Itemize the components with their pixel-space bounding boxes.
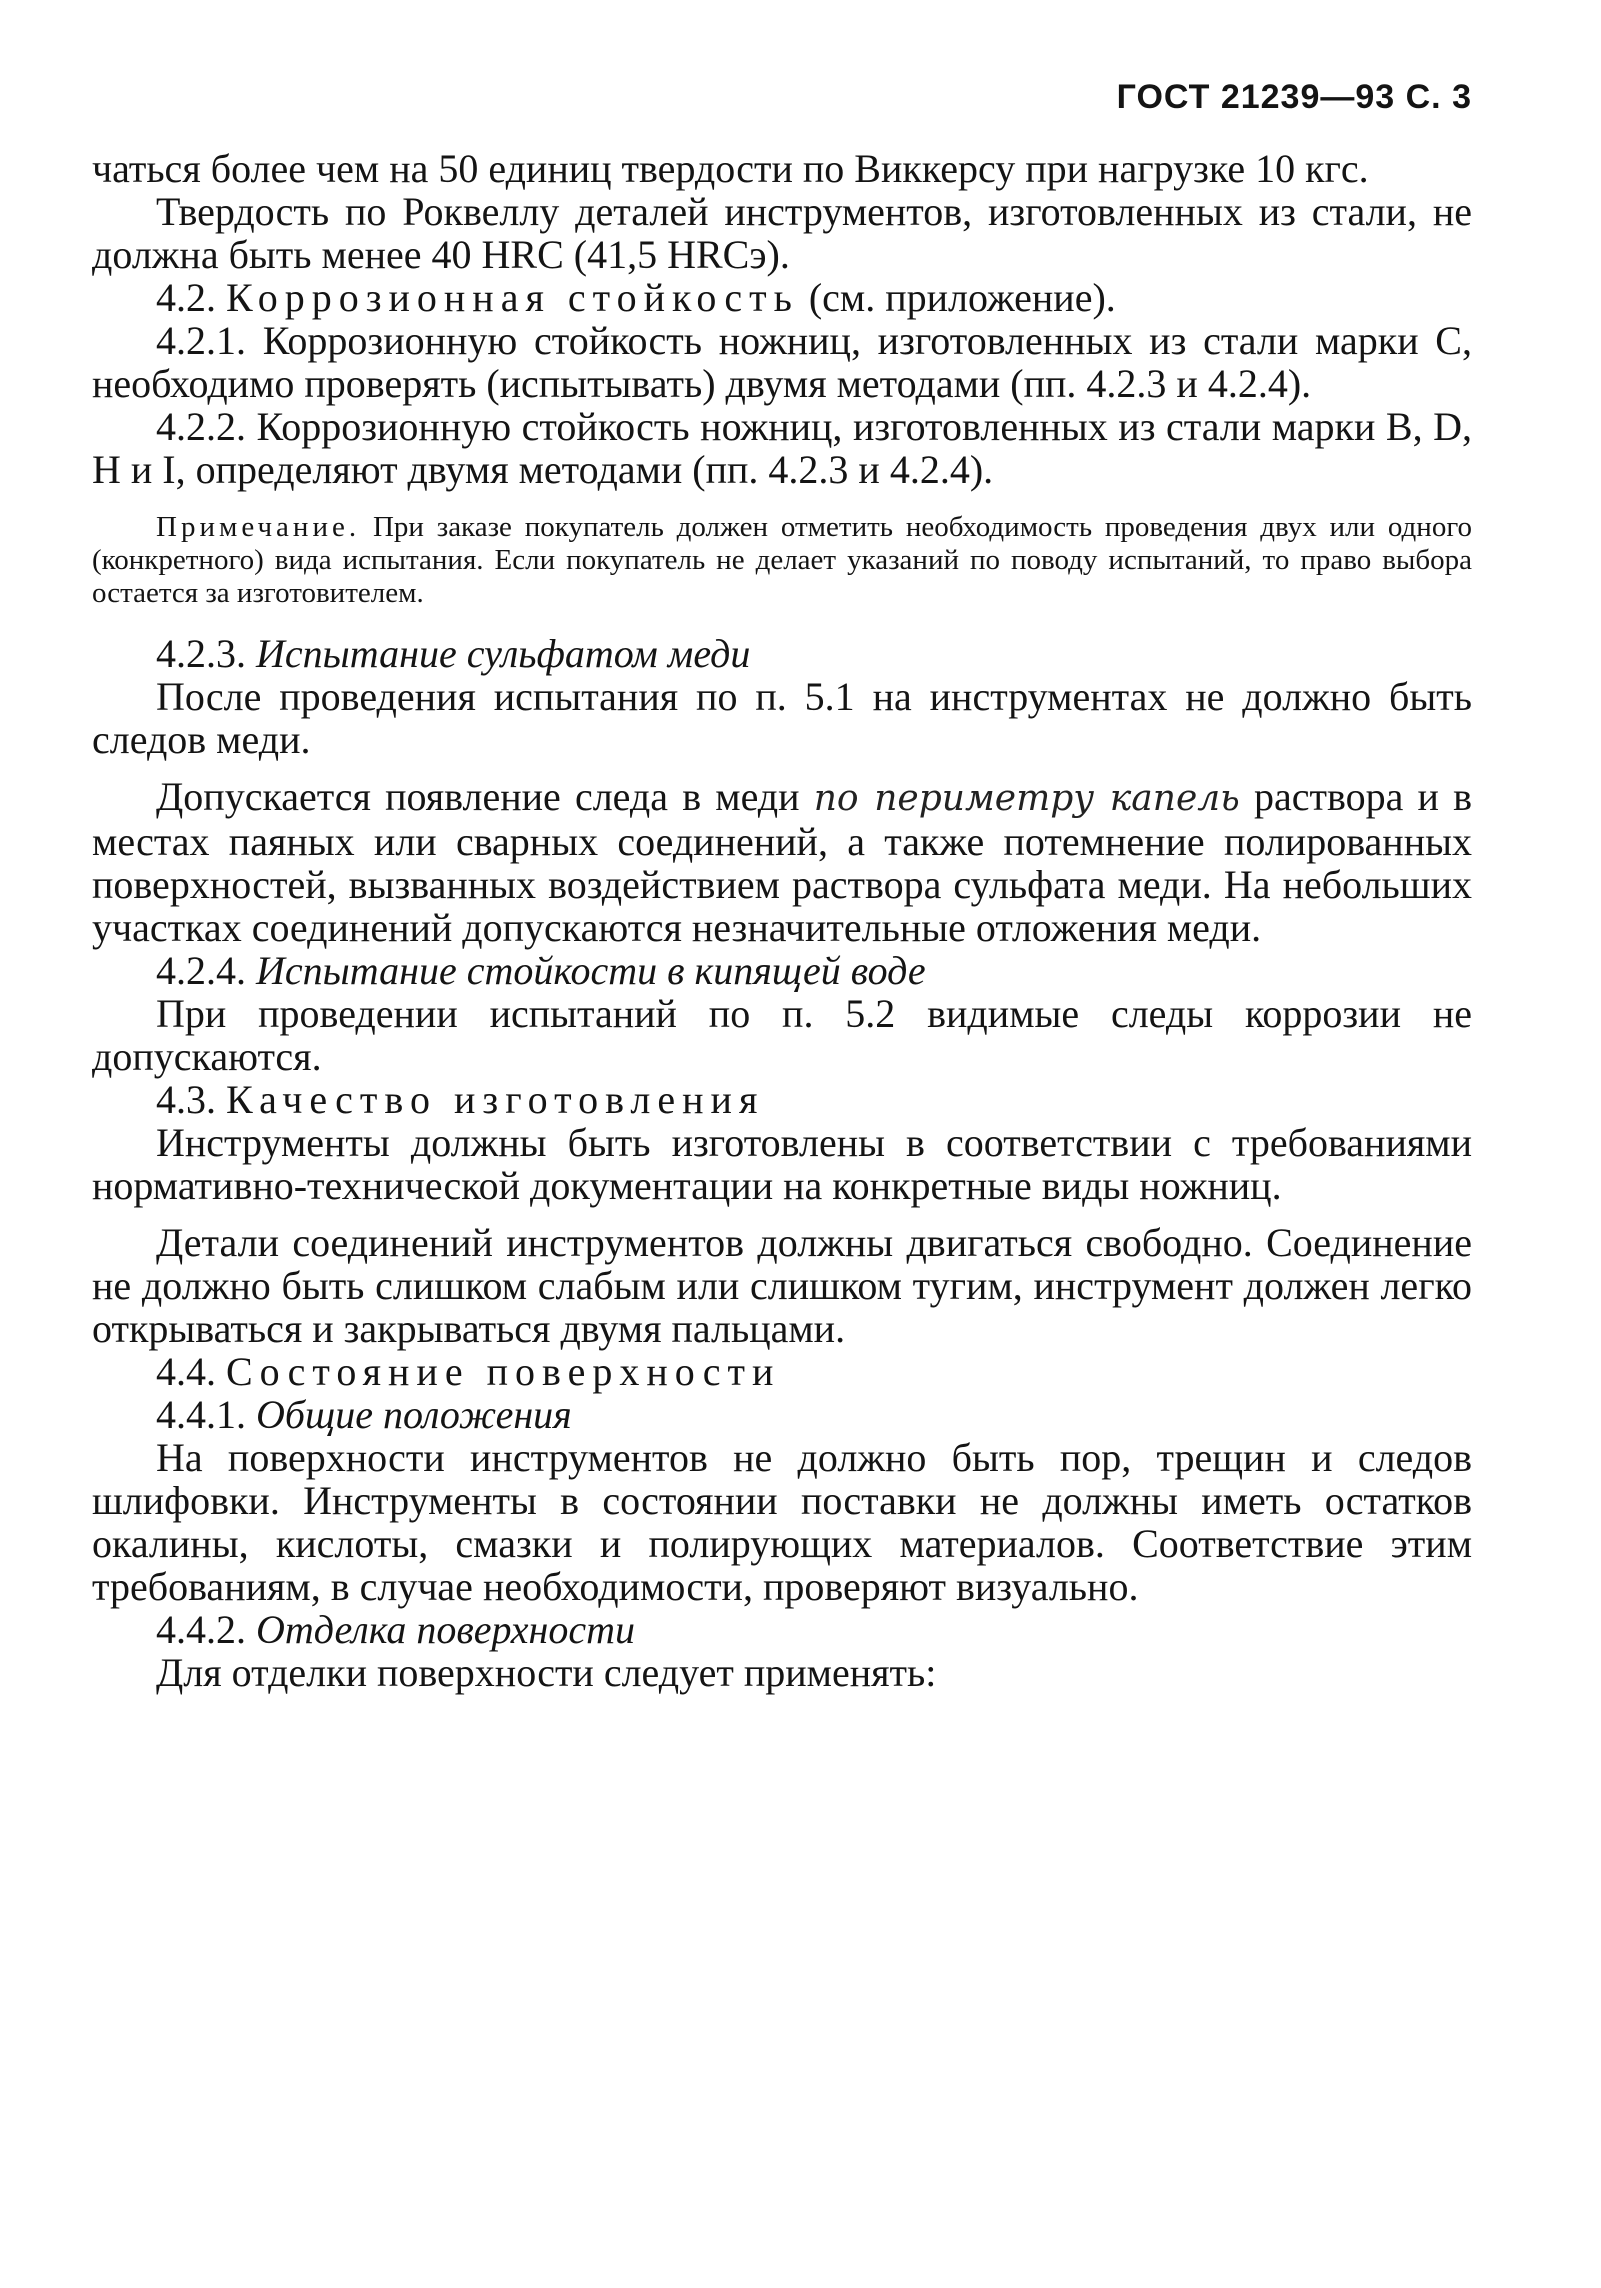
section-heading-4-2-3 <box>92 632 1472 675</box>
handwritten-insertion: по периметру капель <box>813 778 1240 819</box>
section-number: 4.4.1. <box>156 1392 246 1437</box>
section-title: Коррозионная стойкость <box>226 275 799 320</box>
section-heading-4-3 <box>92 1078 1472 1121</box>
section-title: Общие положения <box>256 1392 572 1437</box>
note <box>92 511 1472 610</box>
paragraph: При проведении испытаний по п. 5.2 видимые следы коррозии не допускаются. <box>92 991 1472 1079</box>
paragraph: чаться более чем на 50 единиц твердости по Виккерсу при нагрузке 10 кгс. <box>92 146 1369 191</box>
paragraph: После проведения испытания по п. 5.1 на инструментах не должно быть следов меди. <box>92 674 1472 762</box>
paragraph: Для отделки поверхности следует применять: <box>156 1650 937 1695</box>
page-header: ГОСТ 21239—93 С. 3 <box>1116 78 1472 116</box>
paragraph: На поверхности инструментов не должно быть пор, трещин и следов шлифовки. Инструменты в состоянии поставки не должны иметь остатков окалины, кислоты, смазки и полирующих материалов. Соответствие этим требованиям, в случае необходимости, проверяют визуально. <box>92 1435 1472 1609</box>
paragraph: 4.2.2. Коррозионную стойкость ножниц, изготовленных из стали марки B, D, H и I, определяют двумя методами (пп. 4.2.3 и 4.2.4). <box>92 404 1472 492</box>
paragraph: Детали соединений инструментов должны двигаться свободно. Соединение не должно быть слишком слабым или слишком тугим, инструмент должен легко открываться и закрываться двумя пальцами. <box>92 1220 1472 1351</box>
note-label: Примечание. <box>156 511 361 543</box>
section-heading-4-2 <box>92 276 1472 319</box>
section-number: 4.3. <box>156 1077 216 1122</box>
section-title: Качество изготовления <box>226 1077 765 1122</box>
document-page <box>92 78 1472 1694</box>
section-heading-4-4-1 <box>92 1393 1472 1436</box>
section-title: Состояние поверхности <box>226 1349 781 1394</box>
paragraph-rest: раствора и в местах паяных или сварных соединений, а также потемнение полированных поверхностей, вызванных воздействием раствора сульфата меди. На небольших участках соединений допускаются незначительные отложения меди. <box>92 774 1472 950</box>
paragraph: 4.2.1. Коррозионную стойкость ножниц, изготовленных из стали марки С, необходимо проверять (испытывать) двумя методами (пп. 4.2.3 и 4.2.4). <box>92 318 1472 406</box>
typed-fragment: Допускается появление следа в меди <box>156 774 800 819</box>
section-number: 4.2. <box>156 275 216 320</box>
section-number: 4.2.3. <box>156 631 246 676</box>
note-text: При заказе покупатель должен отметить необходимость проведения двух или одного (конкретного) вида испытания. Если покупатель не делает указаний по поводу испытаний, то право выбора остается за изготовителем. <box>92 511 1472 609</box>
section-title: Отделка поверхности <box>256 1607 635 1652</box>
section-title: Испытание стойкости в кипящей воде <box>256 948 926 993</box>
paragraph <box>92 775 1472 949</box>
paragraph: Инструменты должны быть изготовлены в соответствии с требованиями нормативно-технической документации на конкретные виды ножниц. <box>92 1120 1472 1208</box>
section-heading-4-2-4 <box>92 949 1472 992</box>
section-heading-4-4 <box>92 1350 1472 1393</box>
section-number: 4.4.2. <box>156 1607 246 1652</box>
section-title: Испытание сульфатом меди <box>256 631 751 676</box>
section-heading-4-4-2 <box>92 1608 1472 1651</box>
section-title-rest: (см. приложение). <box>808 275 1116 320</box>
section-number: 4.4. <box>156 1349 216 1394</box>
section-number: 4.2.4. <box>156 948 246 993</box>
paragraph: Твердость по Роквеллу деталей инструментов, изготовленных из стали, не должна быть менее 40 HRC (41,5 HRCэ). <box>92 189 1472 277</box>
